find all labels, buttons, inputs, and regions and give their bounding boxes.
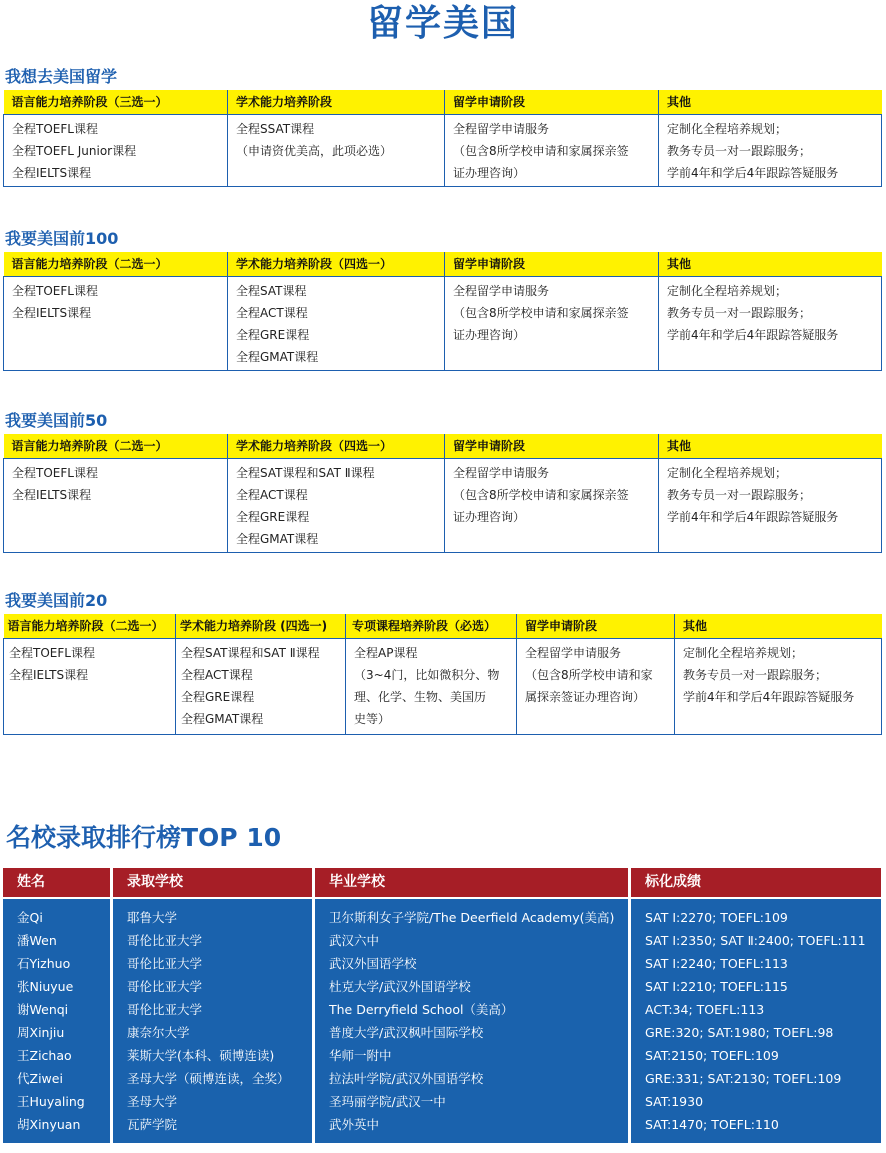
cell-other — [659, 458, 882, 552]
cell-application — [517, 638, 675, 734]
header-graduated: 毕业学校 — [315, 868, 628, 897]
admitted-school: 哥伦比亚大学 — [127, 1002, 203, 1017]
header-language: 语言能力培养阶段（二选一） — [4, 252, 228, 276]
student-name: 谢Wenqi — [17, 1002, 69, 1017]
cell-line: 全程留学申请服务 — [525, 645, 622, 660]
section-title: 我要美国前20 — [5, 591, 108, 610]
cell-language — [4, 458, 228, 552]
cell-line: （包含8所学校申请和家 — [525, 667, 653, 682]
cell-line: 全程IELTS课程 — [12, 487, 92, 502]
cell-line: 全程TOEFL课程 — [12, 283, 98, 298]
cell-line: 教务专员一对一跟踪服务； — [667, 487, 812, 502]
program-table — [3, 614, 882, 735]
admitted-school: 圣母大学 — [127, 1094, 178, 1109]
header-special: 专项课程培养阶段（必选） — [346, 614, 517, 638]
ranking-body — [3, 899, 881, 1143]
header-name: 姓名 — [3, 868, 110, 897]
section-top100 — [3, 228, 881, 371]
header-application: 留学申请阶段 — [517, 614, 675, 638]
header-academic: 学术能力培养阶段 — [228, 90, 445, 114]
graduated-school: 武外英中 — [329, 1117, 380, 1132]
cell-other — [659, 114, 882, 186]
test-score: ACT:34; TOEFL:113 — [645, 1002, 765, 1017]
graduated-school: 武汉六中 — [329, 933, 380, 948]
cell-line: 全程SAT课程和SAT Ⅱ课程 — [181, 645, 320, 660]
cell-line: 全程IELTS课程 — [12, 165, 92, 180]
cell-line: 学前4年和学后4年跟踪答疑服务 — [667, 165, 839, 180]
student-name: 金Qi — [17, 910, 43, 925]
admitted-school: 哥伦比亚大学 — [127, 979, 203, 994]
header-scores: 标化成绩 — [631, 868, 881, 897]
cell-language — [4, 276, 228, 370]
header-application: 留学申请阶段 — [445, 434, 659, 458]
graduated-school: 武汉外国语学校 — [329, 956, 417, 971]
names-column — [3, 899, 110, 1143]
test-score: SAT:2150; TOEFL:109 — [645, 1048, 779, 1063]
cell-academic — [228, 276, 445, 370]
header-language: 语言能力培养阶段（三选一） — [4, 90, 228, 114]
cell-application — [445, 458, 659, 552]
header-academic: 学术能力培养阶段（四选一） — [228, 252, 445, 276]
cell-line: 全程GMAT课程 — [181, 711, 264, 726]
cell-line: 全程SSAT课程 — [236, 121, 315, 136]
admitted-school: 圣母大学（硕博连读，全奖） — [127, 1071, 290, 1086]
test-score: SAT Ⅰ:2270; TOEFL:109 — [645, 910, 788, 925]
cell-line: 定制化全程培养规划； — [683, 645, 804, 660]
cell-line: 全程GRE课程 — [181, 689, 255, 704]
graduated-school: 圣玛丽学院/武汉一中 — [329, 1094, 446, 1109]
cell-language — [4, 638, 176, 734]
cell-academic — [176, 638, 346, 734]
cell-line: 全程GMAT课程 — [236, 349, 319, 364]
cell-line: 教务专员一对一跟踪服务； — [683, 667, 828, 682]
header-academic: 学术能力培养阶段 (四选一) — [176, 614, 346, 638]
student-name: 王Zichao — [17, 1048, 72, 1063]
cell-line: 全程TOEFL课程 — [12, 121, 98, 136]
test-score: SAT Ⅰ:2210; TOEFL:115 — [645, 979, 788, 994]
cell-line: 全程SAT课程 — [236, 283, 307, 298]
admitted-school: 康奈尔大学 — [127, 1025, 190, 1040]
graduated-school: 华师一附中 — [329, 1048, 392, 1063]
test-score: GRE:331; SAT:2130; TOEFL:109 — [645, 1071, 842, 1086]
admitted-school: 耶鲁大学 — [127, 910, 178, 925]
cell-line: 全程AP课程 — [354, 645, 418, 660]
section-study-us — [3, 66, 881, 187]
header-academic: 学术能力培养阶段（四选一） — [228, 434, 445, 458]
cell-line: 全程TOEFL课程 — [9, 645, 95, 660]
header-application: 留学申请阶段 — [445, 252, 659, 276]
cell-line: 证办理咨询） — [453, 165, 526, 180]
cell-special — [346, 638, 517, 734]
cell-line: （包含8所学校申请和家属探亲签 — [453, 143, 629, 158]
cell-line: 全程ACT课程 — [236, 487, 308, 502]
cell-line: 学前4年和学后4年跟踪答疑服务 — [667, 327, 839, 342]
student-name: 王Huyaling — [17, 1094, 85, 1109]
graduated-school: 普度大学/武汉枫叶国际学校 — [329, 1025, 484, 1040]
admitted-school: 莱斯大学(本科、硕博连读) — [127, 1048, 275, 1063]
header-admitted: 录取学校 — [113, 868, 312, 897]
cell-line: （3~4门，比如微积分、物 — [354, 667, 500, 682]
ranking-table — [3, 868, 881, 1141]
graduated-school: The Derryfield School（美高） — [329, 1002, 514, 1017]
test-score: SAT:1470; TOEFL:110 — [645, 1117, 779, 1132]
cell-application — [445, 276, 659, 370]
cell-line: 定制化全程培养规划； — [667, 283, 788, 298]
cell-line: 理、化学、生物、美国历 — [354, 689, 487, 704]
header-language: 语言能力培养阶段（二选一） — [4, 434, 228, 458]
scores-column — [631, 899, 881, 1143]
cell-line: 教务专员一对一跟踪服务； — [667, 305, 812, 320]
graduated-school: 拉法叶学院/武汉外国语学校 — [329, 1071, 484, 1086]
header-other: 其他 — [659, 252, 882, 276]
cell-line: 全程SAT课程和SAT Ⅱ课程 — [236, 465, 375, 480]
cell-line: 全程留学申请服务 — [453, 283, 550, 298]
graduated-school: 杜克大学/武汉外国语学校 — [329, 979, 471, 994]
cell-line: 属探亲签证办理咨询） — [525, 689, 646, 704]
cell-line: 全程IELTS课程 — [12, 305, 92, 320]
header-language: 语言能力培养阶段（二选一） — [4, 614, 176, 638]
section-top50 — [3, 410, 881, 553]
test-score: SAT Ⅰ:2350; SAT Ⅱ:2400; TOEFL:111 — [645, 933, 866, 948]
student-name: 潘Wen — [17, 933, 57, 948]
graduated-school: 卫尔斯利女子学院/The Deerfield Academy(美高) — [329, 910, 615, 925]
cell-application — [445, 114, 659, 186]
cell-line: 全程IELTS课程 — [9, 667, 89, 682]
ranking-title: 名校录取排行榜TOP 10 — [6, 823, 282, 852]
student-name: 代Ziwei — [17, 1071, 63, 1086]
cell-line: 定制化全程培养规划； — [667, 465, 788, 480]
test-score: GRE:320; SAT:1980; TOEFL:98 — [645, 1025, 834, 1040]
cell-language — [4, 114, 228, 186]
cell-line: 证办理咨询） — [453, 327, 526, 342]
cell-line: 学前4年和学后4年跟踪答疑服务 — [667, 509, 839, 524]
header-application: 留学申请阶段 — [445, 90, 659, 114]
student-name: 周Xinjiu — [17, 1025, 65, 1040]
admitted-school: 瓦萨学院 — [127, 1117, 178, 1132]
ranking-header — [3, 868, 881, 897]
cell-line: 全程GRE课程 — [236, 327, 310, 342]
test-score: SAT:1930 — [645, 1094, 704, 1109]
header-other: 其他 — [659, 90, 882, 114]
cell-line: （申请资优美高，此项必选） — [236, 143, 393, 158]
test-score: SAT Ⅰ:2240; TOEFL:113 — [645, 956, 788, 971]
cell-academic — [228, 114, 445, 186]
admitted-column — [113, 899, 312, 1143]
cell-other — [659, 276, 882, 370]
admitted-school: 哥伦比亚大学 — [127, 933, 203, 948]
cell-line: 证办理咨询） — [453, 509, 526, 524]
student-name: 胡Xinyuan — [17, 1117, 81, 1132]
cell-line: 史等） — [354, 711, 391, 726]
header-other: 其他 — [659, 434, 882, 458]
cell-line: 定制化全程培养规划； — [667, 121, 788, 136]
cell-line: 全程留学申请服务 — [453, 121, 550, 136]
cell-line: 全程ACT课程 — [236, 305, 308, 320]
cell-academic — [228, 458, 445, 552]
cell-line: 教务专员一对一跟踪服务； — [667, 143, 812, 158]
section-title: 我想去美国留学 — [5, 67, 118, 86]
student-name: 张Niuyue — [17, 979, 74, 994]
graduated-column — [315, 899, 628, 1143]
cell-line: 全程ACT课程 — [181, 667, 253, 682]
cell-line: 全程GMAT课程 — [236, 531, 319, 546]
program-table — [3, 252, 882, 371]
section-title: 我要美国前100 — [5, 229, 119, 248]
header-other: 其他 — [675, 614, 882, 638]
admitted-school: 哥伦比亚大学 — [127, 956, 203, 971]
cell-other — [675, 638, 882, 734]
section-title: 我要美国前50 — [5, 411, 108, 430]
page-title: 留学美国 — [366, 3, 519, 44]
cell-line: 学前4年和学后4年跟踪答疑服务 — [683, 689, 855, 704]
cell-line: 全程TOEFL课程 — [12, 465, 98, 480]
program-table — [3, 434, 882, 553]
program-table — [3, 90, 882, 187]
cell-line: 全程GRE课程 — [236, 509, 310, 524]
cell-line: 全程留学申请服务 — [453, 465, 550, 480]
cell-line: （包含8所学校申请和家属探亲签 — [453, 487, 629, 502]
section-top20 — [3, 590, 881, 735]
cell-line: 全程TOEFL Junior课程 — [12, 143, 137, 158]
student-name: 石Yizhuo — [17, 956, 71, 971]
cell-line: （包含8所学校申请和家属探亲签 — [453, 305, 629, 320]
